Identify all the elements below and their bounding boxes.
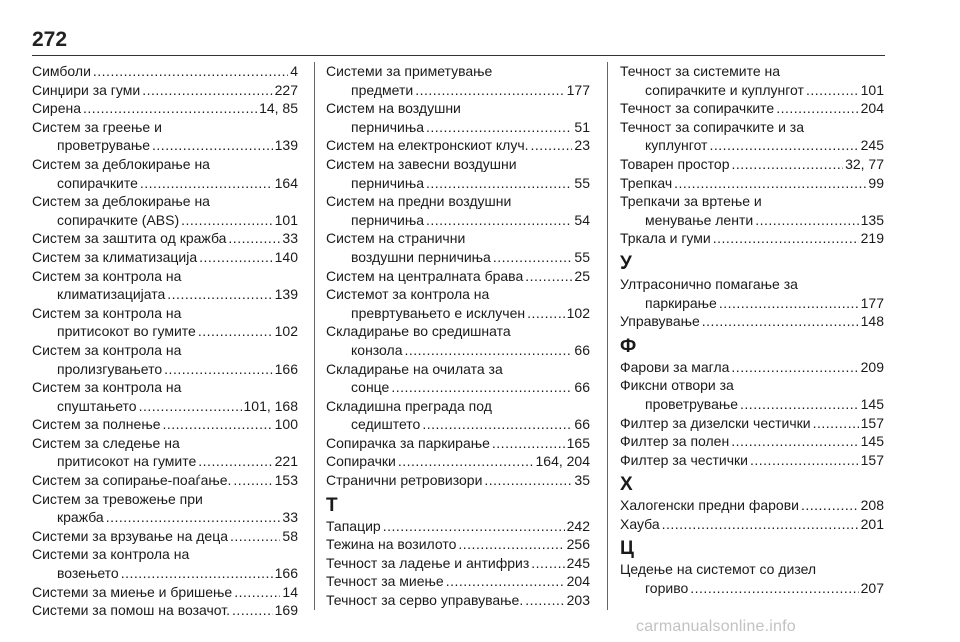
page-reference: 177	[566, 81, 590, 98]
index-entry	[620, 99, 884, 118]
entry-text: седиштето	[351, 416, 421, 433]
dot-leader	[405, 341, 573, 360]
entry-text: Систем за контрола на	[32, 304, 182, 321]
page-reference: 201	[860, 515, 884, 532]
index-entry	[326, 155, 590, 192]
index-entry	[32, 62, 298, 81]
entry-text: Филтер за дизелски честички	[620, 414, 811, 431]
entry-text: Систем за следење на	[32, 434, 180, 451]
entry-text: Течност за сопирачките и за	[620, 118, 804, 135]
entry-text: куплунгот	[645, 137, 708, 154]
page-reference: 66	[574, 379, 590, 396]
entry-text: Симболи	[32, 63, 91, 79]
page-reference: 166	[274, 565, 298, 582]
dot-leader	[492, 434, 565, 453]
entry-text: Течност за миење	[326, 573, 444, 590]
index-entry	[326, 452, 590, 471]
index-column-2	[326, 62, 590, 610]
dot-leader	[140, 174, 273, 193]
entry-text: Фарови за магла	[620, 358, 730, 375]
index-entry	[326, 99, 590, 136]
entry-text: Синџири за гуми	[32, 81, 141, 98]
entry-text: климатизацијата	[57, 286, 166, 303]
dot-leader	[458, 535, 564, 554]
index-entry	[326, 267, 590, 286]
dot-leader	[527, 304, 565, 323]
dot-leader	[426, 118, 572, 137]
index-entry	[326, 397, 590, 434]
entry-text: Систем за контрола на	[32, 267, 182, 284]
entry-text: Систем за заштита од кражба	[32, 230, 227, 247]
page-reference: 32, 77	[845, 155, 884, 172]
page-number: 272	[32, 28, 68, 51]
dot-leader	[750, 451, 859, 470]
dot-leader	[139, 397, 242, 416]
column-divider	[314, 62, 315, 610]
section-letter: Т	[326, 494, 338, 516]
page-reference: 209	[860, 358, 884, 375]
dot-leader	[525, 591, 564, 610]
dot-leader	[713, 229, 859, 248]
dot-leader	[233, 471, 272, 490]
page-reference: 177	[860, 294, 884, 311]
entry-text: Течност за системите на	[620, 63, 781, 79]
entry-text: Трепкачи за вртење и	[620, 193, 762, 210]
index-entry	[32, 471, 298, 490]
entry-text: сонце	[351, 379, 390, 396]
dot-leader	[230, 527, 280, 546]
entry-text: Систем на завесни воздушни	[326, 155, 517, 172]
entry-text: проветрување	[57, 137, 151, 154]
entry-text: Трепкач	[620, 174, 673, 191]
page-reference: 153	[274, 472, 298, 489]
entry-text: воздушни перничиња	[351, 248, 491, 265]
dot-leader	[731, 155, 843, 174]
page-reference: 25	[574, 267, 590, 284]
entry-text: паркирање	[645, 294, 717, 311]
index-entry	[32, 545, 298, 582]
index-entry	[32, 527, 298, 546]
entry-text: гориво	[645, 580, 689, 597]
dot-leader	[164, 360, 272, 379]
index-entry	[32, 229, 298, 248]
index-entry	[620, 432, 884, 451]
index-entry	[326, 322, 590, 359]
entry-text: Систем за сопирање-поаѓање.	[32, 472, 232, 489]
entry-text: притисокот во гумите	[57, 323, 196, 340]
dot-leader	[198, 322, 273, 341]
dot-leader	[801, 496, 859, 515]
page-reference: 102	[274, 323, 298, 340]
index-entry	[326, 62, 590, 99]
section-letter: У	[620, 252, 632, 274]
entry-text: Складирање на очилата за	[326, 360, 503, 377]
index-entry	[620, 414, 884, 433]
index-entry	[620, 229, 884, 248]
column-divider	[607, 62, 608, 610]
index-entry	[32, 155, 298, 192]
dot-leader	[121, 564, 273, 583]
entry-text: менување ленти	[645, 211, 754, 228]
index-entry	[32, 248, 298, 267]
entry-text: перничиња	[351, 211, 424, 228]
page-reference: 164	[274, 174, 298, 191]
dot-leader	[398, 452, 534, 471]
dot-leader	[198, 452, 272, 471]
dot-leader	[383, 517, 565, 536]
page-reference: 102	[566, 304, 590, 321]
index-entry	[32, 341, 298, 378]
section-letter: Ф	[620, 335, 637, 357]
dot-leader	[719, 294, 859, 313]
entry-text: Систем на централната брава	[326, 267, 524, 284]
entry-text: Сопирачка за паркирање	[326, 434, 490, 451]
entry-text: Систем за контрола на	[32, 341, 182, 358]
entry-text: Цедење на системот со дизел	[620, 561, 817, 578]
index-entry	[620, 496, 884, 515]
page-reference: 58	[282, 527, 298, 544]
entry-text: Складирање во средишната	[326, 323, 511, 340]
page-reference: 204	[860, 100, 884, 117]
index-entry	[326, 517, 590, 536]
index-entry	[326, 136, 590, 155]
entry-text: Управување	[620, 313, 700, 330]
header-rule	[32, 55, 885, 56]
page-reference: 157	[860, 414, 884, 431]
index-column-3	[620, 62, 884, 598]
dot-leader	[731, 432, 858, 451]
entry-text: Тапацир	[326, 517, 381, 534]
index-entry	[620, 275, 884, 312]
page-reference: 14	[282, 583, 298, 600]
dot-leader	[531, 136, 573, 155]
index-entry	[326, 535, 590, 554]
page-reference: 4	[290, 63, 298, 79]
page-reference: 55	[574, 248, 590, 265]
entry-text: Товарен простор	[620, 155, 730, 172]
entry-text: Систем за контрола на	[32, 379, 182, 396]
dot-leader	[813, 414, 859, 433]
index-entry	[326, 229, 590, 266]
dot-leader	[755, 211, 858, 230]
page-reference: 165	[566, 434, 590, 451]
entry-text: Системи за врзување на деца	[32, 527, 229, 544]
index-entry	[620, 192, 884, 229]
index-entry	[326, 572, 590, 591]
page-reference: 145	[860, 395, 884, 412]
entry-text: Сирена	[32, 100, 82, 117]
entry-text: пролизгувањето	[57, 360, 163, 377]
entry-text: притисокот на гумите	[57, 453, 197, 470]
dot-leader	[426, 211, 572, 230]
dot-leader	[106, 508, 281, 527]
page-reference: 204	[566, 573, 590, 590]
dot-leader	[740, 395, 859, 414]
page-reference: 101	[274, 211, 298, 228]
page-reference: 35	[574, 472, 590, 489]
index-column-1	[32, 62, 298, 620]
page-reference: 66	[574, 341, 590, 358]
dot-leader	[446, 572, 565, 591]
entry-text: Халогенски предни фарови	[620, 497, 799, 514]
page-reference: 219	[860, 230, 884, 247]
dot-leader	[232, 601, 273, 620]
entry-text: Системот за контрола на	[326, 286, 490, 303]
entry-text: сопирачките (ABS)	[57, 211, 180, 228]
page-reference: 23	[574, 137, 590, 154]
index-entry	[620, 376, 884, 413]
index-entry	[326, 591, 590, 610]
entry-text: спуштањето	[57, 397, 137, 414]
entry-text: предмети	[351, 81, 414, 98]
entry-text: Системи за приметување	[326, 63, 493, 79]
entry-text: Систем за климатизација	[32, 248, 198, 265]
page-reference: 54	[574, 211, 590, 228]
page-reference: 101	[860, 81, 884, 98]
index-entry	[326, 471, 590, 490]
page-reference: 100	[274, 416, 298, 433]
index-entry	[32, 118, 298, 155]
dot-leader	[531, 554, 564, 573]
entry-text: перничиња	[351, 118, 424, 135]
entry-text: Тркала и гуми	[620, 230, 711, 247]
dot-leader	[167, 285, 272, 304]
dot-leader	[426, 174, 572, 193]
section-letter: Ц	[620, 538, 634, 560]
dot-leader	[776, 99, 858, 118]
entry-text: Систем за деблокирање на	[32, 193, 210, 210]
page-reference: 242	[566, 517, 590, 534]
index-entry	[32, 601, 298, 620]
page-reference: 66	[574, 416, 590, 433]
index-entry	[32, 490, 298, 527]
index-entry	[32, 583, 298, 602]
entry-text: Странични ретровизори	[326, 472, 483, 489]
page-reference: 51	[574, 118, 590, 135]
index-entry	[32, 304, 298, 341]
page-reference: 14, 85	[259, 100, 298, 117]
index-entry	[326, 554, 590, 573]
watermark: carmanualsonline.info	[636, 618, 796, 635]
page-reference: 33	[282, 509, 298, 526]
dot-leader	[415, 81, 564, 100]
index-entry	[620, 62, 884, 99]
entry-text: возењето	[57, 565, 119, 582]
entry-text: Систем на странични	[326, 230, 466, 247]
page-reference: 203	[566, 592, 590, 609]
dot-leader	[662, 515, 859, 534]
dot-leader	[181, 211, 273, 230]
page-reference: 55	[574, 174, 590, 191]
page-reference: 99	[868, 174, 884, 191]
page-reference: 207	[860, 580, 884, 597]
dot-leader	[163, 415, 273, 434]
dot-leader	[674, 174, 866, 193]
entry-text: Течност за серво управување.	[326, 592, 524, 609]
page-reference: 164, 204	[535, 453, 590, 470]
section-letter: Х	[620, 474, 633, 496]
dot-leader	[525, 267, 572, 286]
entry-text: Фиксни отвори за	[620, 377, 734, 394]
page-reference: 256	[566, 536, 590, 553]
dot-leader	[690, 579, 858, 598]
dot-leader	[199, 248, 273, 267]
entry-text: Систем на електронскиот клуч.	[326, 137, 529, 154]
entry-text: Системи за миење и бришење	[32, 583, 233, 600]
dot-leader	[709, 136, 858, 155]
dot-leader	[484, 471, 572, 490]
dot-leader	[806, 81, 859, 100]
index-entry	[326, 285, 590, 322]
index-entry	[620, 451, 884, 470]
index-entry	[620, 312, 884, 331]
dot-leader	[228, 229, 280, 248]
index-entry	[326, 192, 590, 229]
dot-leader	[152, 136, 273, 155]
page-reference: 145	[860, 433, 884, 450]
page-reference: 140	[274, 248, 298, 265]
page-reference: 245	[566, 554, 590, 571]
page-reference: 221	[274, 453, 298, 470]
entry-text: Систем за полнење	[32, 416, 161, 433]
index-entry	[32, 267, 298, 304]
entry-text: Ултрасонично помагање за	[620, 275, 798, 292]
dot-leader	[731, 358, 858, 377]
entry-text: Систем за греење и	[32, 118, 162, 135]
index-entry	[620, 174, 884, 193]
dot-leader	[142, 81, 272, 100]
page-reference: 101, 168	[243, 397, 298, 414]
index-entry	[32, 434, 298, 471]
dot-leader	[234, 583, 280, 602]
entry-text: Системи за помош на возачот.	[32, 602, 231, 619]
index-entry	[32, 81, 298, 100]
entry-text: сопирачките и куплунгот	[645, 81, 804, 98]
dot-leader	[702, 312, 859, 331]
dot-leader	[83, 99, 257, 118]
entry-text: конзола	[351, 341, 403, 358]
index-entry	[620, 118, 884, 155]
index-entry	[620, 515, 884, 534]
page-reference: 245	[860, 137, 884, 154]
entry-text: превртувањето е исклучен	[351, 304, 526, 321]
entry-text: Систем на воздушни	[326, 100, 461, 117]
index-entry	[326, 360, 590, 397]
entry-text: Систем за тревожење при	[32, 490, 203, 507]
dot-leader	[93, 62, 288, 81]
entry-text: перничиња	[351, 174, 424, 191]
page-reference: 157	[860, 451, 884, 468]
page-reference: 169	[274, 602, 298, 619]
index-entry	[32, 192, 298, 229]
page-reference: 166	[274, 360, 298, 377]
dot-leader	[493, 248, 573, 267]
entry-text: проветрување	[645, 395, 739, 412]
index-entry	[620, 358, 884, 377]
entry-text: Систем за деблокирање на	[32, 155, 210, 172]
entry-text: Хауба	[620, 515, 660, 532]
page-reference: 139	[274, 286, 298, 303]
index-entry	[620, 560, 884, 597]
entry-text: Течност за ладење и антифриз	[326, 554, 530, 571]
index-entry	[326, 434, 590, 453]
entry-text: сопирачките	[57, 174, 138, 191]
entry-text: Филтер за полен	[620, 433, 730, 450]
entry-text: Тежина на возилото	[326, 536, 457, 553]
page-reference: 33	[282, 230, 298, 247]
page-reference: 135	[860, 211, 884, 228]
entry-text: Сопирачки	[326, 453, 396, 470]
page-reference: 208	[860, 497, 884, 514]
entry-text: кражба	[57, 509, 104, 526]
entry-text: Складишна преграда под	[326, 397, 492, 414]
index-entry	[32, 415, 298, 434]
index-entry	[32, 378, 298, 415]
index-entry	[32, 99, 298, 118]
entry-text: Течност за сопирачките	[620, 100, 775, 117]
dot-leader	[422, 415, 572, 434]
page-reference: 227	[274, 81, 298, 98]
index-entry	[620, 155, 884, 174]
entry-text: Систем на предни воздушни	[326, 193, 512, 210]
page-reference: 139	[274, 137, 298, 154]
entry-text: Системи за контрола на	[32, 546, 190, 563]
entry-text: Филтер за честички	[620, 451, 748, 468]
page-reference: 148	[860, 313, 884, 330]
dot-leader	[391, 378, 572, 397]
